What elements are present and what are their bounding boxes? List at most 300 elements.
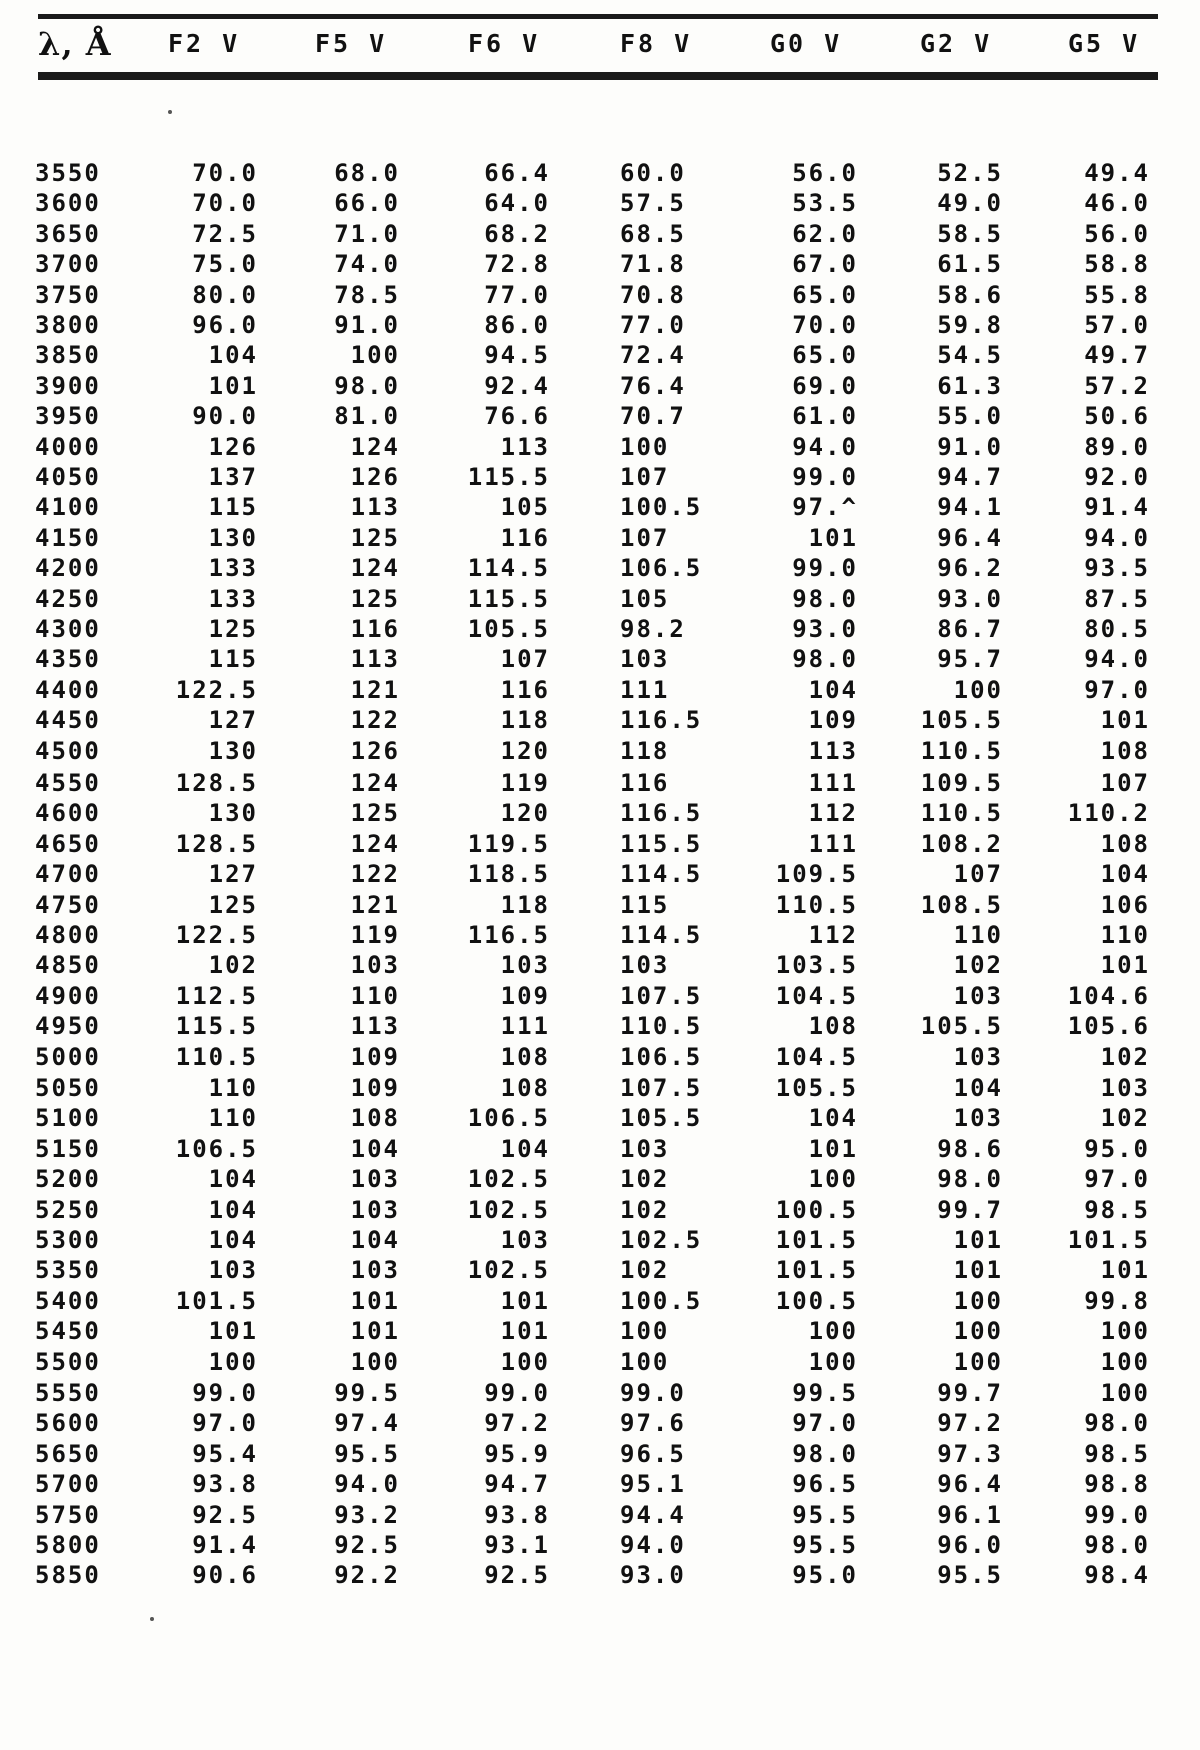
value-cell: 66.0 <box>334 189 400 218</box>
table-row <box>0 523 1200 553</box>
table-row <box>0 432 1200 462</box>
value-cell: 118.5 <box>467 860 550 889</box>
table-row <box>0 249 1200 279</box>
value-cell: 106.5 <box>620 1042 703 1071</box>
value-cell: 103 <box>500 951 550 980</box>
value-cell: 114.5 <box>467 554 550 583</box>
wavelength-cell: 5700 <box>35 1470 101 1499</box>
value-cell: 95.1 <box>620 1470 686 1499</box>
value-cell: 50.6 <box>1084 402 1150 431</box>
value-cell: 105.5 <box>920 706 1003 735</box>
table-row <box>0 1347 1200 1377</box>
value-cell: 102.5 <box>467 1165 550 1194</box>
value-cell: 97.2 <box>937 1409 1003 1438</box>
table-row <box>0 1195 1200 1225</box>
wavelength-cell: 5200 <box>35 1165 101 1194</box>
wavelength-cell: 4700 <box>35 860 101 889</box>
value-cell: 100 <box>350 341 400 370</box>
value-cell: 107.5 <box>620 981 703 1010</box>
wavelength-cell: 3900 <box>35 371 101 400</box>
value-cell: 93.8 <box>484 1500 550 1529</box>
value-cell: 103 <box>1100 1074 1150 1102</box>
value-cell: 102 <box>208 951 258 980</box>
value-cell: 104.5 <box>775 981 858 1010</box>
wavelength-cell: 4050 <box>35 463 101 491</box>
value-cell: 72.5 <box>192 219 258 248</box>
value-cell: 125 <box>350 584 400 613</box>
value-cell: 103 <box>953 981 1003 1010</box>
value-cell: 107 <box>620 463 670 491</box>
value-cell: 57.0 <box>1084 311 1150 339</box>
value-cell: 118 <box>500 890 550 919</box>
value-cell: 98.0 <box>334 371 400 400</box>
value-cell: 97.0 <box>192 1409 258 1438</box>
value-cell: 101 <box>808 523 858 552</box>
value-cell: 78.5 <box>334 280 400 309</box>
value-cell: 100 <box>350 1347 400 1376</box>
value-cell: 101 <box>953 1256 1003 1285</box>
value-cell: 107 <box>1100 769 1150 797</box>
value-cell: 96.5 <box>620 1439 686 1468</box>
wavelength-cell: 3600 <box>35 189 101 218</box>
value-cell: 103 <box>953 1042 1003 1071</box>
value-cell: 108 <box>1100 829 1150 858</box>
value-cell: 46.0 <box>1084 189 1150 218</box>
value-cell: 109 <box>350 1074 400 1102</box>
value-cell: 89.0 <box>1084 432 1150 461</box>
wavelength-cell: 4800 <box>35 921 101 949</box>
value-cell: 122 <box>350 860 400 889</box>
wavelength-cell: 3950 <box>35 402 101 431</box>
value-cell: 99.0 <box>620 1379 686 1407</box>
value-cell: 80.0 <box>192 280 258 309</box>
value-cell: 92.5 <box>334 1531 400 1559</box>
value-cell: 98.0 <box>792 1439 858 1468</box>
value-cell: 98.0 <box>1084 1531 1150 1559</box>
value-cell: 113 <box>350 493 400 522</box>
value-cell: 99.5 <box>334 1379 400 1407</box>
wavelength-cell: 4100 <box>35 493 101 522</box>
value-cell: 49.7 <box>1084 341 1150 370</box>
value-cell: 103 <box>350 1195 400 1224</box>
value-cell: 96.4 <box>937 523 1003 552</box>
wavelength-cell: 4250 <box>35 584 101 613</box>
value-cell: 108 <box>808 1012 858 1041</box>
value-cell: 113 <box>350 1012 400 1041</box>
value-cell: 94.0 <box>792 432 858 461</box>
table-row <box>0 675 1200 705</box>
value-cell: 111 <box>808 829 858 858</box>
table-row <box>0 920 1200 950</box>
value-cell: 126 <box>350 736 400 765</box>
value-cell: 126 <box>350 463 400 491</box>
value-cell: 77.0 <box>620 311 686 339</box>
value-cell: 120 <box>500 799 550 828</box>
table-row <box>0 1469 1200 1499</box>
value-cell: 105.5 <box>620 1104 703 1133</box>
value-cell: 118 <box>620 736 670 765</box>
table-row <box>0 1560 1200 1590</box>
wavelength-cell: 4550 <box>35 769 101 797</box>
value-cell: 130 <box>208 736 258 765</box>
value-cell: 91.4 <box>192 1531 258 1559</box>
value-cell: 104.5 <box>775 1042 858 1071</box>
table-row <box>0 1408 1200 1438</box>
value-cell: 76.4 <box>620 371 686 400</box>
value-cell: 115.5 <box>467 584 550 613</box>
value-cell: 102 <box>620 1165 670 1194</box>
wavelength-cell: 5850 <box>35 1561 101 1590</box>
wavelength-cell: 3550 <box>35 159 101 187</box>
table-row <box>0 1103 1200 1133</box>
value-cell: 57.2 <box>1084 371 1150 400</box>
value-cell: 113 <box>500 432 550 461</box>
value-cell: 94.0 <box>620 1531 686 1559</box>
value-cell: 100 <box>208 1347 258 1376</box>
value-cell: 93.0 <box>620 1561 686 1590</box>
value-cell: 65.0 <box>792 280 858 309</box>
value-cell: 100 <box>808 1165 858 1194</box>
value-cell: 101 <box>1100 706 1150 735</box>
value-cell: 98.6 <box>937 1134 1003 1163</box>
value-cell: 104 <box>1100 860 1150 889</box>
column-header-f2-v: F2 V <box>168 29 241 58</box>
value-cell: 61.3 <box>937 371 1003 400</box>
value-cell: 61.0 <box>792 402 858 431</box>
value-cell: 70.8 <box>620 280 686 309</box>
value-cell: 77.0 <box>484 280 550 309</box>
value-cell: 93.8 <box>192 1470 258 1499</box>
value-cell: 103 <box>500 1226 550 1254</box>
value-cell: 128.5 <box>175 829 258 858</box>
value-cell: 98.0 <box>792 645 858 674</box>
value-cell: 93.5 <box>1084 554 1150 583</box>
table-row <box>0 1286 1200 1316</box>
value-cell: 109.5 <box>775 860 858 889</box>
value-cell: 99.8 <box>1084 1286 1150 1315</box>
value-cell: 97.0 <box>1084 1165 1150 1194</box>
wavelength-cell: 3800 <box>35 311 101 339</box>
table-row <box>0 1378 1200 1408</box>
table-row <box>0 736 1200 766</box>
value-cell: 102 <box>620 1195 670 1224</box>
value-cell: 70.0 <box>192 189 258 218</box>
value-cell: 94.5 <box>484 341 550 370</box>
value-cell: 94.0 <box>1084 645 1150 674</box>
value-cell: 112 <box>808 799 858 828</box>
value-cell: 115.5 <box>467 463 550 491</box>
value-cell: 110 <box>350 981 400 1010</box>
value-cell: 116 <box>350 615 400 643</box>
table-row <box>0 1042 1200 1072</box>
value-cell: 92.5 <box>484 1561 550 1590</box>
value-cell: 118 <box>500 706 550 735</box>
wavelength-cell: 5800 <box>35 1531 101 1559</box>
value-cell: 101.5 <box>175 1286 258 1315</box>
value-cell: 94.1 <box>937 493 1003 522</box>
wavelength-cell: 5550 <box>35 1379 101 1407</box>
value-cell: 137 <box>208 463 258 491</box>
value-cell: 113 <box>350 645 400 674</box>
value-cell: 110.5 <box>775 890 858 919</box>
value-cell: 81.0 <box>334 402 400 431</box>
wavelength-cell: 4300 <box>35 615 101 643</box>
value-cell: 101.5 <box>775 1226 858 1254</box>
value-cell: 108 <box>1100 736 1150 765</box>
value-cell: 100 <box>953 1286 1003 1315</box>
wavelength-cell: 4150 <box>35 523 101 552</box>
value-cell: 111 <box>620 675 670 704</box>
value-cell: 76.6 <box>484 402 550 431</box>
value-cell: 104 <box>808 1104 858 1133</box>
value-cell: 119.5 <box>467 829 550 858</box>
value-cell: 116 <box>500 675 550 704</box>
value-cell: 80.5 <box>1084 615 1150 643</box>
value-cell: 96.0 <box>937 1531 1003 1559</box>
value-cell: 101 <box>1100 1256 1150 1285</box>
value-cell: 93.0 <box>792 615 858 643</box>
value-cell: 104 <box>500 1134 550 1163</box>
wavelength-cell: 3850 <box>35 341 101 370</box>
value-cell: 90.0 <box>192 402 258 431</box>
value-cell: 101 <box>500 1286 550 1315</box>
value-cell: 90.6 <box>192 1561 258 1590</box>
value-cell: 104 <box>350 1134 400 1163</box>
table-row <box>0 1316 1200 1346</box>
value-cell: 99.0 <box>1084 1500 1150 1529</box>
value-cell: 104 <box>808 675 858 704</box>
value-cell: 98.5 <box>1084 1439 1150 1468</box>
value-cell: 106.5 <box>620 554 703 583</box>
value-cell: 100 <box>808 1347 858 1376</box>
value-cell: 100 <box>500 1347 550 1376</box>
value-cell: 124 <box>350 829 400 858</box>
value-cell: 107.5 <box>620 1074 703 1102</box>
table-row <box>0 1164 1200 1194</box>
table-row <box>0 462 1200 492</box>
value-cell: 64.0 <box>484 189 550 218</box>
value-cell: 133 <box>208 584 258 613</box>
wavelength-cell: 3750 <box>35 280 101 309</box>
wavelength-cell: 5500 <box>35 1347 101 1376</box>
value-cell: 95.4 <box>192 1439 258 1468</box>
value-cell: 126 <box>208 432 258 461</box>
wavelength-cell: 5050 <box>35 1074 101 1102</box>
value-cell: 121 <box>350 890 400 919</box>
value-cell: 100.5 <box>775 1195 858 1224</box>
value-cell: 49.4 <box>1084 159 1150 187</box>
value-cell: 125 <box>208 890 258 919</box>
value-cell: 104.6 <box>1067 981 1150 1010</box>
value-cell: 100 <box>953 1317 1003 1346</box>
value-cell: 102 <box>953 951 1003 980</box>
value-cell: 107 <box>953 860 1003 889</box>
value-cell: 111 <box>808 769 858 797</box>
value-cell: 115 <box>208 493 258 522</box>
value-cell: 56.0 <box>1084 219 1150 248</box>
value-cell: 104 <box>208 1226 258 1254</box>
value-cell: 112.5 <box>175 981 258 1010</box>
value-cell: 54.5 <box>937 341 1003 370</box>
value-cell: 120 <box>500 736 550 765</box>
wavelength-cell: 4850 <box>35 951 101 980</box>
table-row <box>0 859 1200 889</box>
table-row <box>0 492 1200 522</box>
column-header-f5-v: F5 V <box>315 29 388 58</box>
value-cell: 125 <box>350 523 400 552</box>
value-cell: 110 <box>208 1104 258 1133</box>
value-cell: 104 <box>350 1226 400 1254</box>
value-cell: 124 <box>350 554 400 583</box>
value-cell: 49.0 <box>937 189 1003 218</box>
table-row <box>0 798 1200 828</box>
value-cell: 65.0 <box>792 341 858 370</box>
value-cell: 109.5 <box>920 769 1003 797</box>
column-header-g2-v: G2 V <box>920 29 993 58</box>
table-row <box>0 219 1200 249</box>
value-cell: 116 <box>620 769 670 797</box>
table-row <box>0 584 1200 614</box>
value-cell: 94.4 <box>620 1500 686 1529</box>
value-cell: 70.0 <box>192 159 258 187</box>
value-cell: 102 <box>1100 1042 1150 1071</box>
wavelength-cell: 4650 <box>35 829 101 858</box>
value-cell: 101 <box>350 1317 400 1346</box>
value-cell: 114.5 <box>620 921 703 949</box>
value-cell: 101 <box>350 1286 400 1315</box>
table-row <box>0 1530 1200 1560</box>
value-cell: 101 <box>808 1134 858 1163</box>
value-cell: 75.0 <box>192 250 258 279</box>
value-cell: 97.2 <box>484 1409 550 1438</box>
wavelength-cell: 4450 <box>35 706 101 735</box>
value-cell: 119 <box>350 921 400 949</box>
value-cell: 93.0 <box>937 584 1003 613</box>
value-cell: 87.5 <box>1084 584 1150 613</box>
value-cell: 104 <box>953 1074 1003 1102</box>
value-cell: 100 <box>620 1347 670 1376</box>
value-cell: 95.5 <box>792 1500 858 1529</box>
table-row <box>0 705 1200 735</box>
value-cell: 97.0 <box>1084 675 1150 704</box>
wavelength-cell: 4950 <box>35 1012 101 1041</box>
value-cell: 99.0 <box>792 463 858 491</box>
value-cell: 110 <box>208 1074 258 1102</box>
value-cell: 100 <box>953 675 1003 704</box>
value-cell: 103 <box>350 951 400 980</box>
value-cell: 110.5 <box>620 1012 703 1041</box>
value-cell: 106 <box>1100 890 1150 919</box>
value-cell: 99.0 <box>192 1379 258 1407</box>
wavelength-cell: 5150 <box>35 1134 101 1163</box>
value-cell: 68.2 <box>484 219 550 248</box>
wavelength-cell: 4200 <box>35 554 101 583</box>
value-cell: 100 <box>620 432 670 461</box>
table-row <box>0 310 1200 340</box>
value-cell: 101 <box>208 371 258 400</box>
value-cell: 68.5 <box>620 219 686 248</box>
value-cell: 98.0 <box>1084 1409 1150 1438</box>
value-cell: 53.5 <box>792 189 858 218</box>
value-cell: 66.4 <box>484 159 550 187</box>
value-cell: 100.5 <box>620 493 703 522</box>
value-cell: 103 <box>350 1165 400 1194</box>
value-cell: 109 <box>350 1042 400 1071</box>
value-cell: 101.5 <box>1067 1226 1150 1254</box>
value-cell: 72.8 <box>484 250 550 279</box>
value-cell: 86.7 <box>937 615 1003 643</box>
value-cell: 115.5 <box>620 829 703 858</box>
value-cell: 94.7 <box>484 1470 550 1499</box>
value-cell: 60.0 <box>620 159 686 187</box>
value-cell: 92.5 <box>192 1500 258 1529</box>
value-cell: 105.5 <box>920 1012 1003 1041</box>
value-cell: 57.5 <box>620 189 686 218</box>
value-cell: 130 <box>208 799 258 828</box>
value-cell: 122 <box>350 706 400 735</box>
value-cell: 102.5 <box>467 1195 550 1224</box>
value-cell: 99.7 <box>937 1195 1003 1224</box>
value-cell: 109 <box>500 981 550 1010</box>
value-cell: 115 <box>620 890 670 919</box>
value-cell: 52.5 <box>937 159 1003 187</box>
table-row <box>0 158 1200 188</box>
value-cell: 98.4 <box>1084 1561 1150 1590</box>
value-cell: 102 <box>1100 1104 1150 1133</box>
value-cell: 111 <box>500 1012 550 1041</box>
value-cell: 70.7 <box>620 402 686 431</box>
value-cell: 110 <box>1100 921 1150 949</box>
wavelength-cell: 5000 <box>35 1042 101 1071</box>
value-cell: 92.0 <box>1084 463 1150 491</box>
value-cell: 116.5 <box>620 799 703 828</box>
value-cell: 103 <box>620 645 670 674</box>
wavelength-cell: 5100 <box>35 1104 101 1133</box>
value-cell: 103 <box>953 1104 1003 1133</box>
wavelength-cell: 5650 <box>35 1439 101 1468</box>
wavelength-cell: 5300 <box>35 1226 101 1254</box>
value-cell: 100 <box>1100 1347 1150 1376</box>
value-cell: 96.2 <box>937 554 1003 583</box>
value-cell: 55.8 <box>1084 280 1150 309</box>
value-cell: 113 <box>808 736 858 765</box>
value-cell: 114.5 <box>620 860 703 889</box>
value-cell: 70.0 <box>792 311 858 339</box>
table-row <box>0 644 1200 674</box>
table-row <box>0 401 1200 431</box>
value-cell: 105.5 <box>775 1074 858 1102</box>
wavelength-cell: 5250 <box>35 1195 101 1224</box>
value-cell: 108.5 <box>920 890 1003 919</box>
value-cell: 69.0 <box>792 371 858 400</box>
table-row <box>0 1073 1200 1103</box>
value-cell: 124 <box>350 432 400 461</box>
value-cell: 130 <box>208 523 258 552</box>
value-cell: 100 <box>953 1347 1003 1376</box>
table-row <box>0 1134 1200 1164</box>
value-cell: 97.^ <box>792 493 858 522</box>
value-cell: 102 <box>620 1256 670 1285</box>
value-cell: 101 <box>1100 951 1150 980</box>
value-cell: 72.4 <box>620 341 686 370</box>
value-cell: 71.0 <box>334 219 400 248</box>
table-row <box>0 340 1200 370</box>
value-cell: 106.5 <box>467 1104 550 1133</box>
value-cell: 74.0 <box>334 250 400 279</box>
scan-speck <box>168 110 172 114</box>
scan-speck <box>150 1617 154 1621</box>
value-cell: 119 <box>500 769 550 797</box>
